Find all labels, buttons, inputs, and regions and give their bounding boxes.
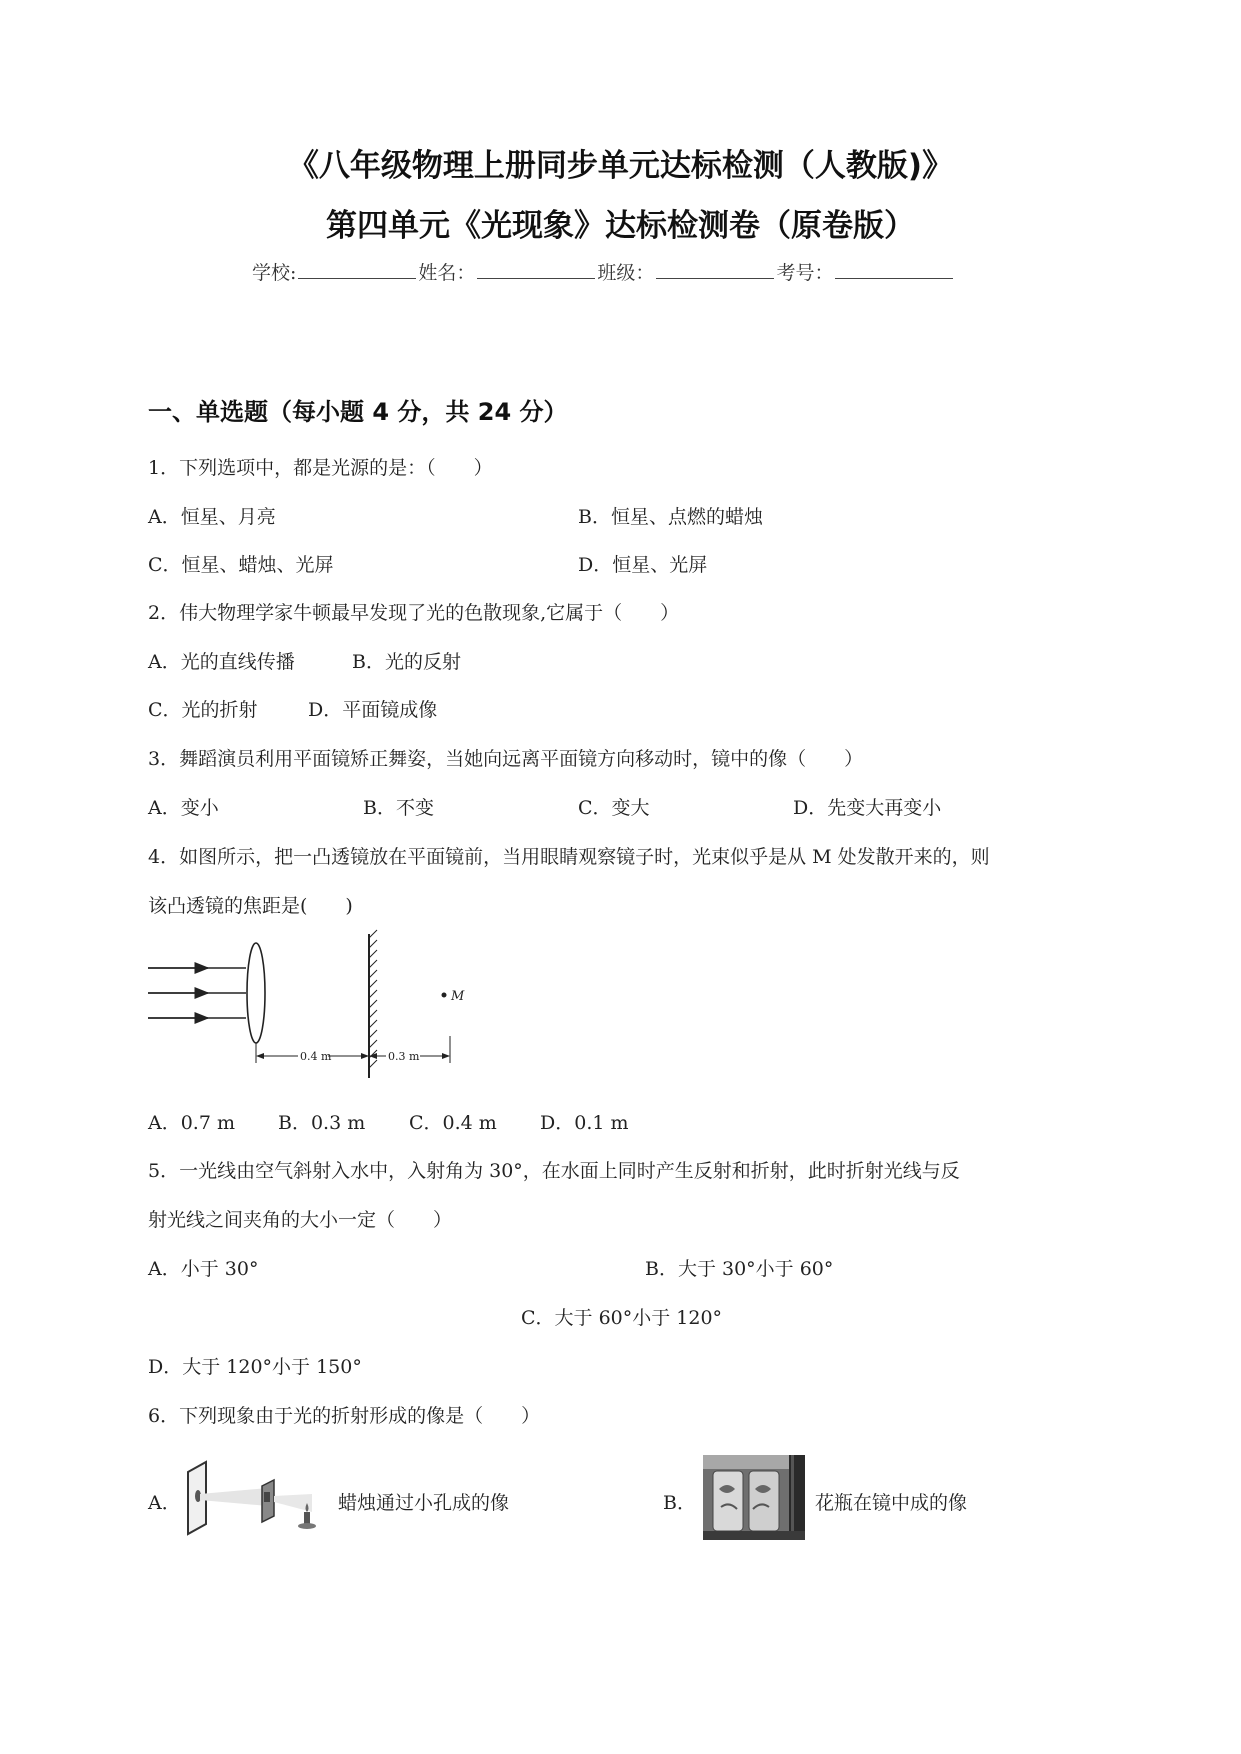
lens-mirror-figure <box>140 928 480 1088</box>
q6-option-a-caption: 蜡烛通过小孔成的像 <box>338 1492 510 1514</box>
q5-option-d: D．大于 120°小于 150° <box>148 1356 362 1378</box>
q2-option-c: C．光的折射 <box>148 699 258 721</box>
question-6-stem: 6．下列现象由于光的折射形成的像是（ ） <box>148 1405 541 1427</box>
vase-mirror-icon <box>703 1455 805 1540</box>
question-5-stem-line1: 5．一光线由空气斜射入水中，入射角为 30°，在水面上同时产生反射和折射，此时折射光线与反 <box>148 1160 960 1182</box>
q2-option-d: D．平面镜成像 <box>308 699 438 721</box>
q6-option-b-letter: B． <box>663 1492 696 1514</box>
q4-option-d: D．0.1 m <box>540 1112 629 1134</box>
point-m-label: M <box>451 989 465 1004</box>
name-label: 姓名： <box>418 262 476 284</box>
q2-option-a: A．光的直线传播 <box>148 651 295 673</box>
point-m-dot <box>442 993 447 998</box>
q1-option-d: D．恒星、光屏 <box>578 554 708 576</box>
q3-option-b: B．不变 <box>363 797 434 819</box>
q1-option-b: B．恒星、点燃的蜡烛 <box>578 506 763 528</box>
class-label: 班级： <box>597 262 655 284</box>
document-title: 《八年级物理上册同步单元达标检测（人教版)》 <box>287 148 954 184</box>
pinhole-camera-icon <box>180 1458 322 1538</box>
incident-rays <box>148 968 246 1018</box>
question-1-stem: 1．下列选项中，都是光源的是：（ ） <box>148 457 493 479</box>
distance-label-lens-mirror: 0.4 m <box>300 1050 332 1063</box>
question-4-stem-line1: 4．如图所示，把一凸透镜放在平面镜前，当用眼睛观察镜子时，光束似乎是从 M 处发散开来的，则 <box>148 846 990 868</box>
q1-option-c: C．恒星、蜡烛、光屏 <box>148 554 334 576</box>
q5-option-b: B．大于 30°小于 60° <box>645 1258 834 1280</box>
name-blank <box>477 260 595 279</box>
class-blank <box>656 260 774 279</box>
q1-option-a: A．恒星、月亮 <box>148 506 276 528</box>
school-label: 学校: <box>252 262 297 284</box>
question-3-stem: 3．舞蹈演员利用平面镜矫正舞姿，当她向远离平面镜方向移动时，镜中的像（ ） <box>148 748 864 770</box>
question-2-stem: 2．伟大物理学家牛顿最早发现了光的色散现象,它属于（ ） <box>148 602 680 624</box>
school-blank <box>298 260 416 279</box>
q6-option-b-caption: 花瓶在镜中成的像 <box>815 1492 968 1514</box>
convex-lens-icon <box>247 943 265 1043</box>
q3-option-c: C．变大 <box>578 797 650 819</box>
student-info-row <box>252 258 955 285</box>
section-heading: 一、单选题（每小题 4 分，共 24 分） <box>148 398 568 426</box>
exam-no-blank <box>835 260 953 279</box>
document-subtitle: 第四单元《光现象》达标检测卷（原卷版） <box>326 208 915 244</box>
q5-option-c: C．大于 60°小于 120° <box>521 1307 723 1329</box>
q4-option-a: A．0.7 m <box>148 1112 235 1134</box>
exam-no-label: 考号： <box>776 262 834 284</box>
question-4-stem-line2: 该凸透镜的焦距是( ) <box>148 895 353 917</box>
q3-option-d: D．先变大再变小 <box>793 797 942 819</box>
q4-option-c: C．0.4 m <box>409 1112 497 1134</box>
q2-option-b: B．光的反射 <box>352 651 461 673</box>
q6-option-a-letter: A． <box>148 1492 181 1514</box>
q3-option-a: A．变小 <box>148 797 219 819</box>
question-5-stem-line2: 射光线之间夹角的大小一定（ ） <box>148 1209 453 1231</box>
distance-label-mirror-m: 0.3 m <box>388 1050 420 1063</box>
q5-option-a: A．小于 30° <box>148 1258 259 1280</box>
q4-option-b: B．0.3 m <box>278 1112 366 1134</box>
